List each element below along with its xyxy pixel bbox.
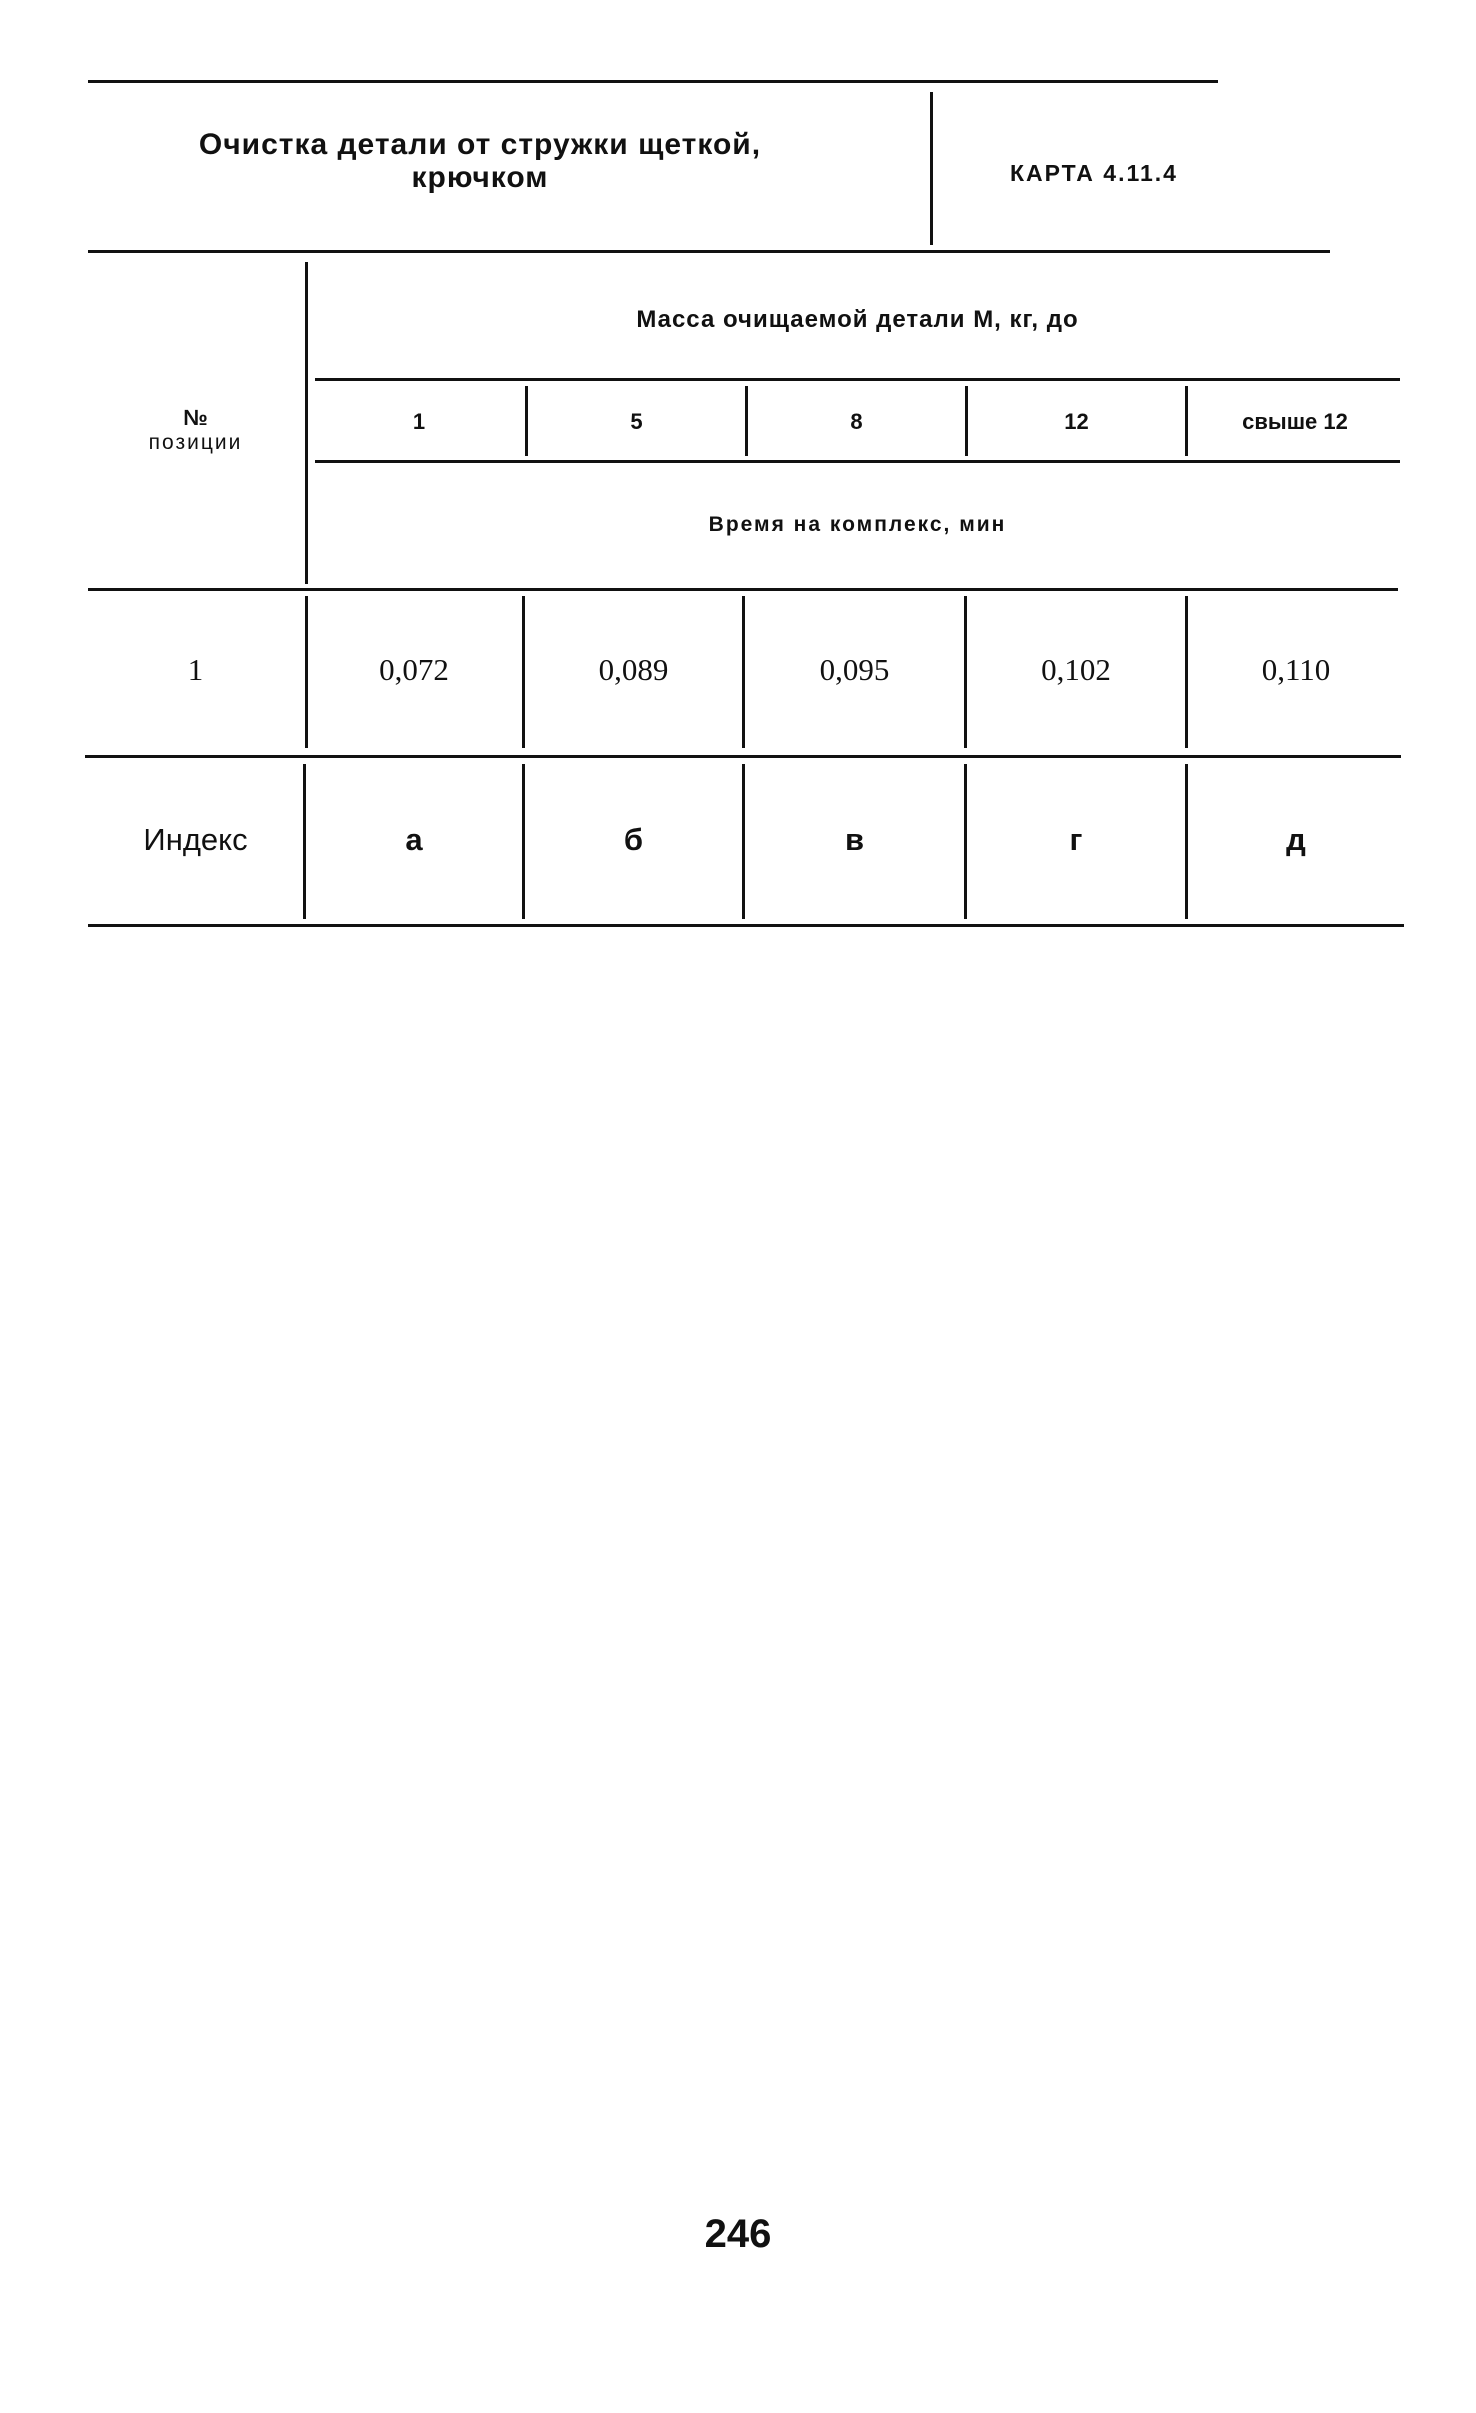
mass-col-divider-4 xyxy=(1185,386,1188,456)
mass-col-divider-2 xyxy=(745,386,748,456)
card-title-line1: Очистка детали от стружки щеткой, xyxy=(198,128,762,161)
header-table-bottom-rule xyxy=(88,588,1398,591)
index-divider-3 xyxy=(964,764,967,919)
row-bottom-rule xyxy=(85,755,1401,758)
card-title xyxy=(140,128,820,194)
mass-column-4: 12 xyxy=(1064,409,1089,434)
index-g: г xyxy=(1069,822,1083,857)
row-value-v: 0,095 xyxy=(819,652,890,687)
mass-column-2: 5 xyxy=(630,409,643,434)
mass-column-1: 1 xyxy=(412,409,426,434)
position-col-divider-header xyxy=(305,262,308,584)
row-divider-4 xyxy=(1185,596,1188,748)
index-divider-1 xyxy=(522,764,525,919)
card-title-line2: крючком xyxy=(411,161,549,194)
mass-columns-rule xyxy=(315,460,1400,463)
position-header-no: № xyxy=(183,405,208,430)
index-v: в xyxy=(844,822,865,857)
row-divider-2 xyxy=(742,596,745,748)
index-d: д xyxy=(1286,822,1306,857)
row-value-b: 0,089 xyxy=(598,652,669,687)
index-divider-2 xyxy=(742,764,745,919)
card-number: КАРТА 4.11.4 xyxy=(1010,160,1178,186)
time-header: Время на комплекс, мин xyxy=(708,513,1007,536)
mass-col-divider-3 xyxy=(965,386,968,456)
header-bottom-rule xyxy=(88,250,1330,253)
row-divider-3 xyxy=(964,596,967,748)
mass-header-rule xyxy=(315,378,1400,381)
position-header-label: позиции xyxy=(148,431,243,454)
row-position: 1 xyxy=(187,652,204,687)
mass-column-5: свыше 12 xyxy=(1242,409,1348,434)
mass-column-3: 8 xyxy=(850,409,863,434)
mass-col-divider-1 xyxy=(525,386,528,456)
position-header xyxy=(88,380,303,480)
index-b: б xyxy=(623,822,644,857)
index-bottom-rule xyxy=(88,924,1404,927)
page-number: 246 xyxy=(704,2212,772,2256)
mass-header: Масса очищаемой детали М, кг, до xyxy=(636,306,1079,333)
row-value-g: 0,102 xyxy=(1041,652,1111,687)
index-divider-0 xyxy=(303,764,306,919)
index-label: Индекс xyxy=(143,822,248,857)
index-a: а xyxy=(405,822,423,857)
row-divider-1 xyxy=(522,596,525,748)
row-value-d: 0,110 xyxy=(1261,652,1331,687)
header-top-rule xyxy=(88,80,1218,83)
row-value-a: 0,072 xyxy=(379,652,449,687)
index-divider-4 xyxy=(1185,764,1188,919)
header-divider xyxy=(930,92,933,245)
